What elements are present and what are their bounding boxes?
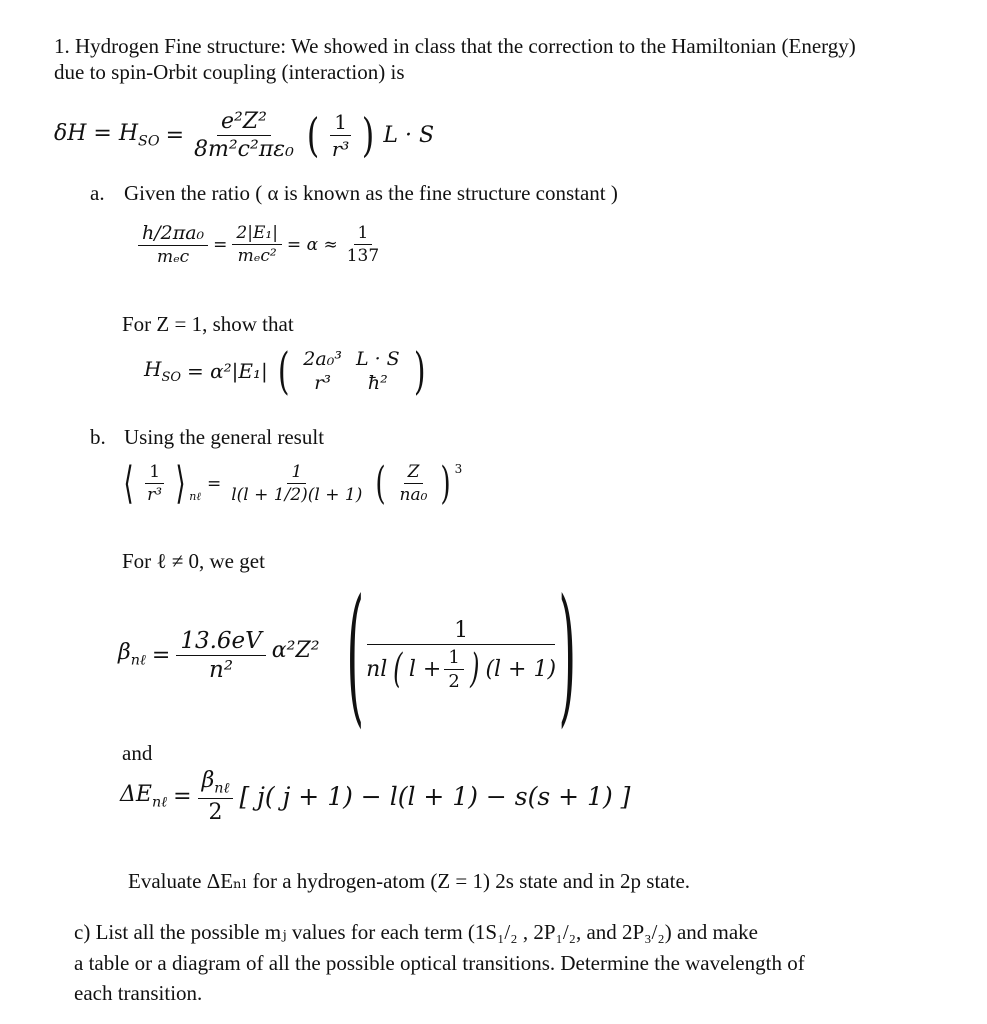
part-c-line-3: each transition. xyxy=(74,981,203,1005)
expect-equals: = xyxy=(206,473,222,494)
part-a-text: Given the ratio ( α is known as the fine structure constant ) xyxy=(124,181,618,205)
part-b-for-text: For ℓ ≠ 0, we get xyxy=(122,549,265,573)
paren-left: ( xyxy=(306,108,320,162)
paren-right: ) xyxy=(440,458,452,509)
part-b-evaluate: Evaluate ΔEₙₗ for a hydrogen-atom (Z = 1) 2s state and in 2p state. xyxy=(128,869,691,893)
hso-inverse-r3: $\frac{1}{\text{r³}}$ xyxy=(331,109,350,161)
part-a-label: a. xyxy=(90,181,105,205)
part-a-show-text: For Z = 1, show that xyxy=(122,312,294,336)
show-fraction-ls: L · S ħ² xyxy=(355,348,400,394)
problem-title-line-2: due to spin-Orbit coupling (interaction) is xyxy=(54,60,405,84)
hso-l-dot-s: L · S xyxy=(383,122,435,148)
paren-left: ( xyxy=(375,458,387,509)
equation-beta xyxy=(118,568,597,742)
beta-equals: = xyxy=(151,642,171,668)
part-c-line-2: a table or a diagram of all the possible optical transitions. Determine the wavelength of xyxy=(74,951,805,975)
ratio-middle: $\frac{\text{2|E₁|}}{\text{mₑc²}}$ xyxy=(232,223,282,266)
big-paren-right: ) xyxy=(558,568,577,742)
equation-delta-e xyxy=(120,768,630,825)
beta-coefficient: $\frac{13.6eV}{\text{n²}}$ xyxy=(176,628,265,683)
show-rhs: = α²|E₁| xyxy=(187,359,268,383)
ratio-alpha: = α ≈ xyxy=(286,234,338,255)
show-lhs: $H_{SO}$ xyxy=(144,357,182,385)
paren-right: ) xyxy=(362,108,375,162)
angle-right: ⟩ xyxy=(175,458,186,509)
ratio-equals: = xyxy=(213,234,228,255)
beta-big-fraction: 1 nl ( l + $\frac{1}{2}$ ) (l + 1) xyxy=(366,618,557,692)
delta-equals: = xyxy=(173,784,192,810)
show-fraction-a0: 2a₀³ r³ xyxy=(303,348,342,394)
expect-power: 3 xyxy=(454,461,463,476)
beta-alpha-z: α²Z² xyxy=(271,637,320,663)
delta-bracket: [ j( j + 1) − l(l + 1) − s(s + 1) ] xyxy=(239,782,631,812)
paren-left: ( xyxy=(277,342,290,400)
ratio-right: $\frac{1}{137}$ xyxy=(346,223,380,266)
equation-fine-structure-ratio xyxy=(138,222,383,267)
delta-half-beta: $\frac{\beta_{n\ell}}{2}$ xyxy=(198,768,234,825)
part-b-text: Using the general result xyxy=(124,425,325,449)
angle-left: ⟨ xyxy=(123,458,134,509)
paren-right: ) xyxy=(413,342,426,400)
big-paren-left: ( xyxy=(346,568,364,742)
ratio-left: $\frac{\text{h/2πa₀}}{\text{mₑc}}$ xyxy=(138,222,208,267)
expect-sub: nℓ xyxy=(189,490,201,503)
equation-expectation-r3 xyxy=(120,458,462,509)
expect-z-over-na0: $\frac{Z}{\text{na₀}}$ xyxy=(399,462,428,505)
hso-coefficient: $\frac{\text{e²Z²}}{\text{8m²c²πε₀}}$ xyxy=(194,108,294,162)
expect-coefficient: $\frac{1}{l(l + 1/2)(l + 1)}$ xyxy=(231,462,363,505)
hso-equals: = xyxy=(165,122,184,148)
equation-hso xyxy=(54,108,434,162)
part-c-line-1: c) List all the possible mⱼ values for each term (1S₁/₂ , 2P₁/₂, and 2P₃/₂) and make xyxy=(74,920,758,944)
part-b-and-text: and xyxy=(122,741,153,765)
part-b-label: b. xyxy=(90,425,106,449)
equation-hso-alpha xyxy=(144,342,429,400)
hso-lhs: $\delta H = H_{SO}$ xyxy=(54,120,160,150)
problem-title-line-1: 1. Hydrogen Fine structure: We showed in class that the correction to the Hamiltonian (Energy) xyxy=(54,34,856,58)
delta-lhs: $\Delta E_{n\ell}$ xyxy=(120,782,168,811)
expect-inner: $\frac{1}{\text{r³}}$ xyxy=(147,462,163,505)
beta-lhs: $\beta_{n\ell}$ xyxy=(118,640,146,669)
